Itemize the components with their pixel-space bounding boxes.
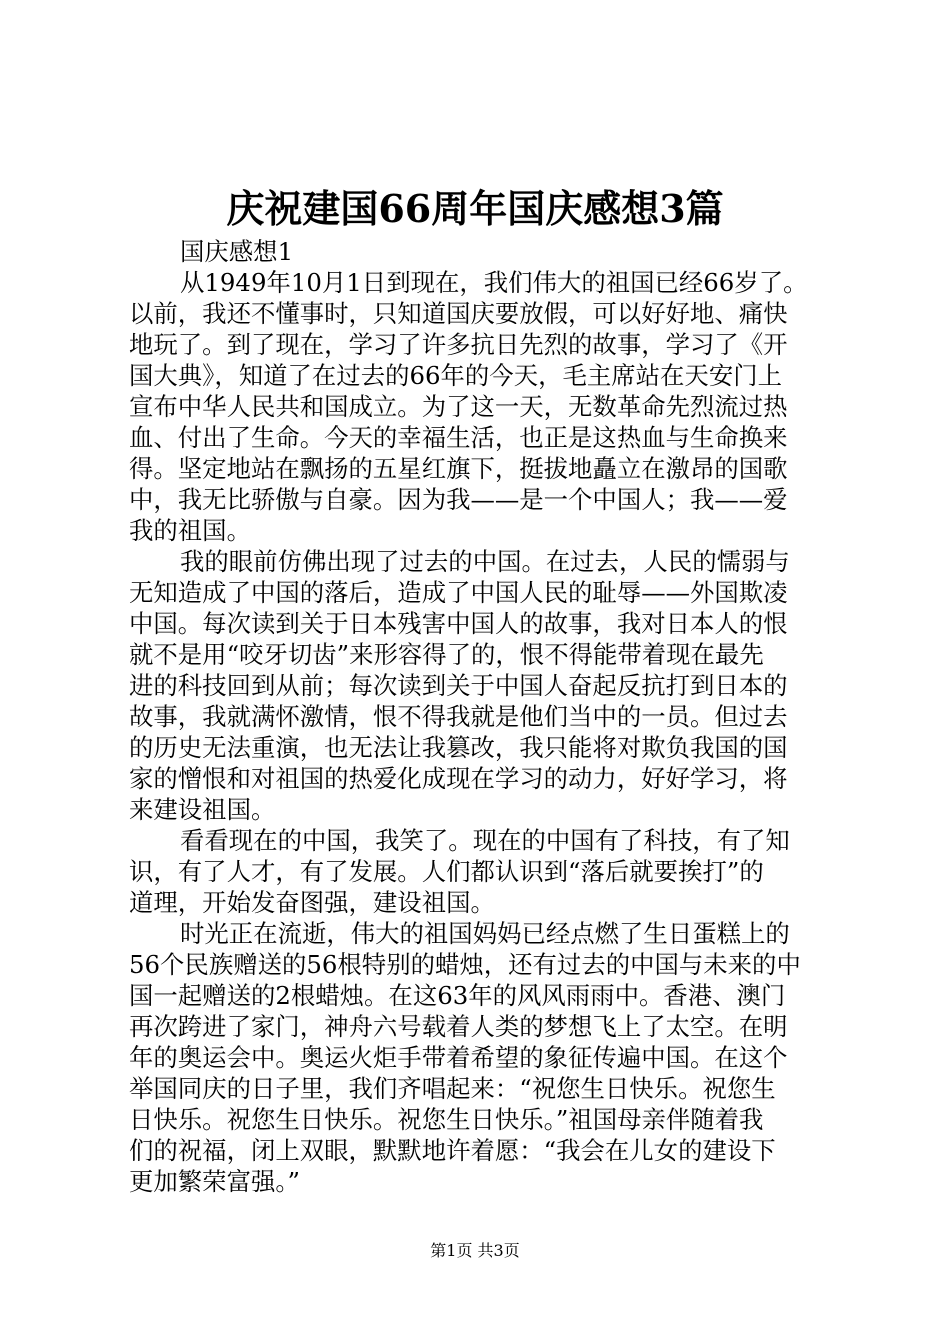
text-line: 的历史无法重演，也无法让我篡改，我只能将对欺负我国的国	[129, 733, 788, 762]
text-line: 时光正在流逝，伟大的祖国妈妈已经点燃了生日蛋糕上的	[180, 919, 790, 948]
text-line: 我的眼前仿佛出现了过去的中国。在过去，人民的懦弱与	[180, 547, 790, 576]
text-line: 家的憎恨和对祖国的热爱化成现在学习的动力，好好学习，将	[129, 764, 788, 793]
text-line: 中国。每次读到关于日本残害中国人的故事，我对日本人的恨	[129, 609, 788, 638]
text-line: 地玩了。到了现在，学习了许多抗日先烈的故事，学习了《开	[129, 330, 788, 359]
text-line: 无知造成了中国的落后，造成了中国人民的耻辱——外国欺凌	[129, 578, 788, 607]
text-line: 国一起赠送的2根蜡烛。在这63年的风风雨雨中。香港、澳门	[129, 981, 786, 1010]
text-line: 识，有了人才，有了发展。人们都认识到“落后就要挨打”的	[129, 857, 764, 886]
page-footer: 第1页 共3页	[430, 1241, 520, 1260]
text-line: 血、付出了生命。今天的幸福生活，也正是这热血与生命换来	[129, 423, 788, 452]
text-line: 故事，我就满怀激情，恨不得我就是他们当中的一员。但过去	[129, 702, 788, 731]
text-line: 就不是用“咬牙切齿”来形容得了的，恨不得能带着现在最先	[129, 640, 764, 669]
text-line: 得。坚定地站在飘扬的五星红旗下，挺拔地矗立在激昂的国歌	[129, 454, 788, 483]
text-line: 56个民族赠送的56根特别的蜡烛，还有过去的中国与未来的中	[129, 950, 801, 979]
text-line: 再次跨进了家门，神舟六号载着人类的梦想飞上了太空。在明	[129, 1012, 788, 1041]
text-line: 道理，开始发奋图强，建设祖国。	[129, 888, 495, 917]
text-line: 年的奥运会中。奥运火炬手带着希望的象征传遍中国。在这个	[129, 1043, 788, 1072]
text-line: 从1949年10月1日到现在，我们伟大的祖国已经66岁了。	[180, 268, 808, 297]
text-line: 举国同庆的日子里，我们齐唱起来：“祝您生日快乐。祝您生	[129, 1074, 776, 1103]
text-line: 看看现在的中国，我笑了。现在的中国有了科技，有了知	[180, 826, 790, 855]
text-line: 来建设祖国。	[129, 795, 276, 824]
text-line: 我的祖国。	[129, 516, 251, 545]
text-line: 们的祝福，闭上双眼，默默地许着愿：“我会在儿女的建设下	[129, 1136, 776, 1165]
text-line: 日快乐。祝您生日快乐。祝您生日快乐。”祖国母亲伴随着我	[129, 1105, 764, 1134]
document-body	[129, 236, 849, 1197]
text-line: 中，我无比骄傲与自豪。因为我——是一个中国人；我——爱	[129, 485, 788, 514]
text-line: 进的科技回到从前；每次读到关于中国人奋起反抗打到日本的	[129, 671, 788, 700]
text-line: 以前，我还不懂事时，只知道国庆要放假，可以好好地、痛快	[129, 299, 788, 328]
text-line: 更加繁荣富强。”	[129, 1167, 301, 1196]
text-line: 国大典》，知道了在过去的66年的今天，毛主席站在天安门上	[129, 361, 782, 390]
text-line: 宣布中华人民共和国成立。为了这一天，无数革命先烈流过热	[129, 392, 788, 421]
text-line: 国庆感想1	[180, 237, 294, 266]
document-title: 庆祝建国66周年国庆感想3篇	[226, 186, 724, 231]
